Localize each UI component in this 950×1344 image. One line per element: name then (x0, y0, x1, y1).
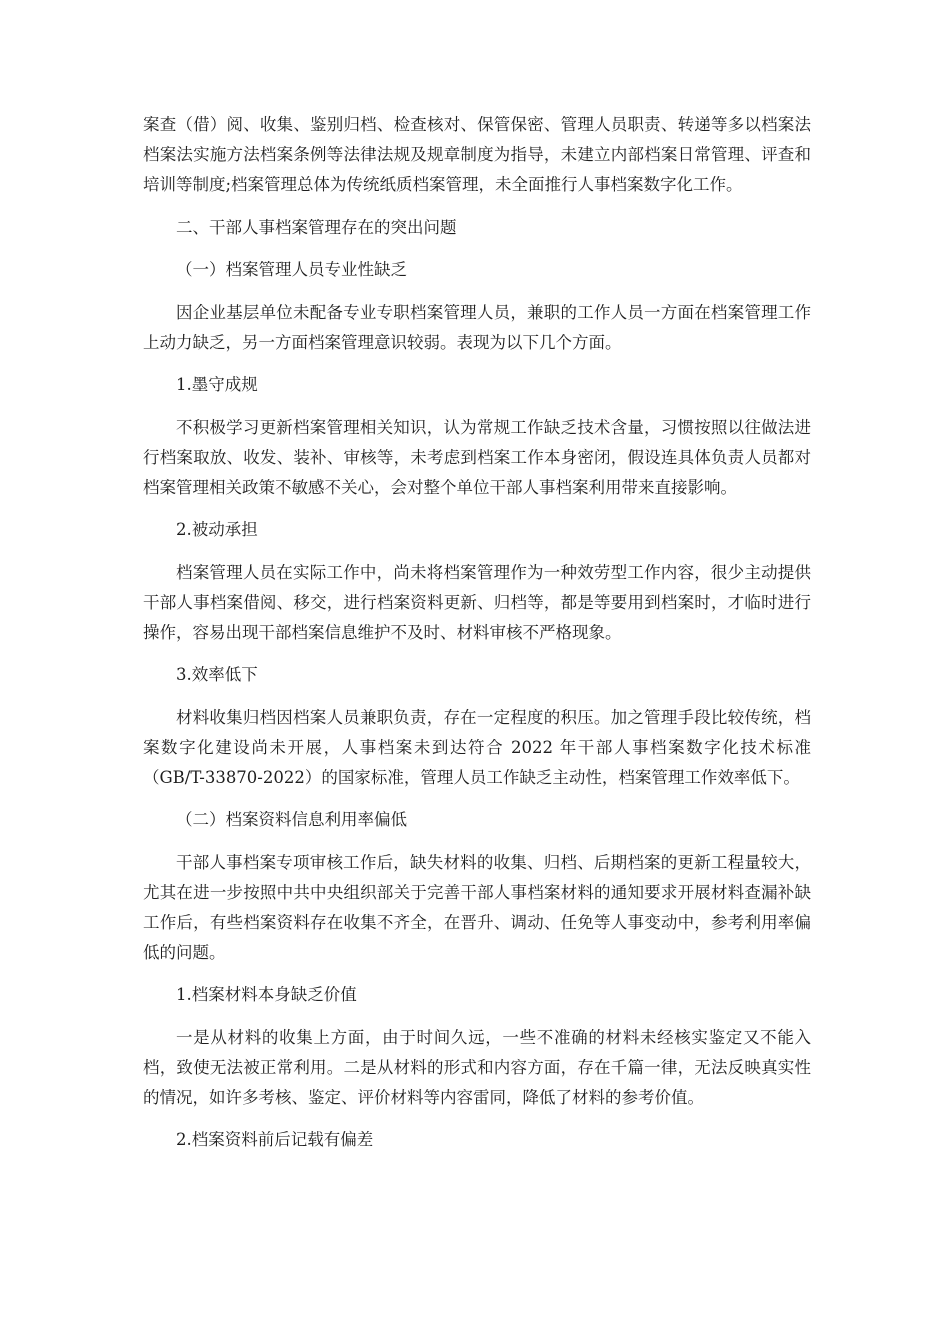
item-heading: 1.墨守成规 (176, 375, 258, 394)
paragraph: 因企业基层单位未配备专业专职档案管理人员，兼职的工作人员一方面在档案管理工作上动力缺乏，另一方面档案管理意识较弱。表现为以下几个方面。 (143, 302, 811, 352)
subsection-heading: （一）档案管理人员专业性缺乏 (176, 260, 407, 279)
paragraph: 材料收集归档因档案人员兼职负责，存在一定程度的积压。加之管理手段比较传统，档案数字化建设尚未开展，人事档案未到达符合 2022 年干部人事档案数字化技术标准（GB/T-33870-2022）的国家标准，管理人员工作缺乏主动性，档案管理工作效率低下。 (143, 707, 811, 787)
document-body (143, 110, 811, 1168)
item-heading: 2.被动承担 (176, 520, 258, 539)
section-heading: 二、干部人事档案管理存在的突出问题 (176, 217, 457, 237)
subsection-heading: （二）档案资料信息利用率偏低 (176, 810, 407, 829)
item-heading: 1.档案材料本身缺乏价值 (176, 985, 357, 1004)
paragraph: 档案管理人员在实际工作中，尚未将档案管理作为一种效劳型工作内容，很少主动提供干部人事档案借阅、移交，进行档案资料更新、归档等，都是等要用到档案时，才临时进行操作，容易出现干部档案信息维护不及时、材料审核不严格现象。 (143, 562, 811, 642)
paragraph-continuation: 案查（借）阅、收集、鉴别归档、检查核对、保管保密、管理人员职责、转递等多以档案法档案法实施方法档案条例等法律法规及规章制度为指导，未建立内部档案日常管理、评查和培训等制度;档案管理总体为传统纸质档案管理，未全面推行人事档案数字化工作。 (143, 115, 811, 194)
paragraph: 不积极学习更新档案管理相关知识，认为常规工作缺乏技术含量，习惯按照以往做法进行档案取放、收发、装补、审核等，未考虑到档案工作本身密闭，假设连具体负责人员都对档案管理相关政策不敏感不关心，会对整个单位干部人事档案利用带来直接影响。 (143, 417, 811, 497)
item-heading: 3.效率低下 (176, 665, 258, 684)
paragraph: 一是从材料的收集上方面，由于时间久远，一些不准确的材料未经核实鉴定又不能入档，致使无法被正常利用。二是从材料的形式和内容方面，存在千篇一律，无法反映真实性的情况，如许多考核、鉴定、评价材料等内容雷同，降低了材料的参考价值。 (143, 1027, 811, 1107)
item-heading: 2.档案资料前后记载有偏差 (176, 1130, 374, 1149)
paragraph: 干部人事档案专项审核工作后，缺失材料的收集、归档、后期档案的更新工程量较大，尤其在进一步按照中共中央组织部关于完善干部人事档案材料的通知要求开展材料查漏补缺工作后，有些档案资料存在收集不齐全，在晋升、调动、任免等人事变动中，参考利用率偏低的问题。 (143, 852, 811, 962)
